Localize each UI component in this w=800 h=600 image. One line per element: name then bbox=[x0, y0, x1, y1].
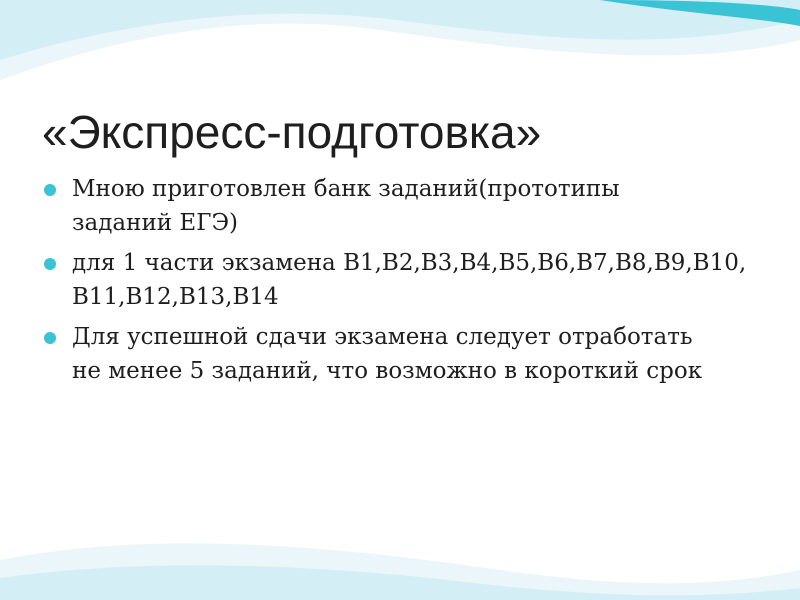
bullet-item-question-bank bbox=[44, 172, 764, 240]
bullet-text-line-2: В11,В12,В13,В14 bbox=[72, 284, 279, 310]
bullet-text-line-2: заданий ЕГЭ) bbox=[72, 210, 239, 236]
bullet-list bbox=[44, 172, 764, 394]
bullet-text-line-2: не менее 5 заданий, что возможно в короткий срок bbox=[72, 358, 703, 384]
slide-title: «Экспресс-подготовка» bbox=[42, 106, 542, 158]
bullet-item-success-advice bbox=[44, 320, 764, 388]
bullet-dot-icon bbox=[44, 258, 56, 270]
bullet-dot-icon bbox=[44, 332, 56, 344]
bullet-text-line-1: Мною приготовлен банк заданий(прототипы bbox=[72, 176, 620, 202]
bullet-text-line-1: Для успешной сдачи экзамена следует отработать bbox=[72, 324, 693, 350]
bullet-dot-icon bbox=[44, 184, 56, 196]
bullet-text-line-1: для 1 части экзамена В1,В2,В3,В4,В5,В6,В7,В8,В9,В10, bbox=[72, 250, 747, 276]
bullet-item-exam-part-one bbox=[44, 246, 764, 314]
